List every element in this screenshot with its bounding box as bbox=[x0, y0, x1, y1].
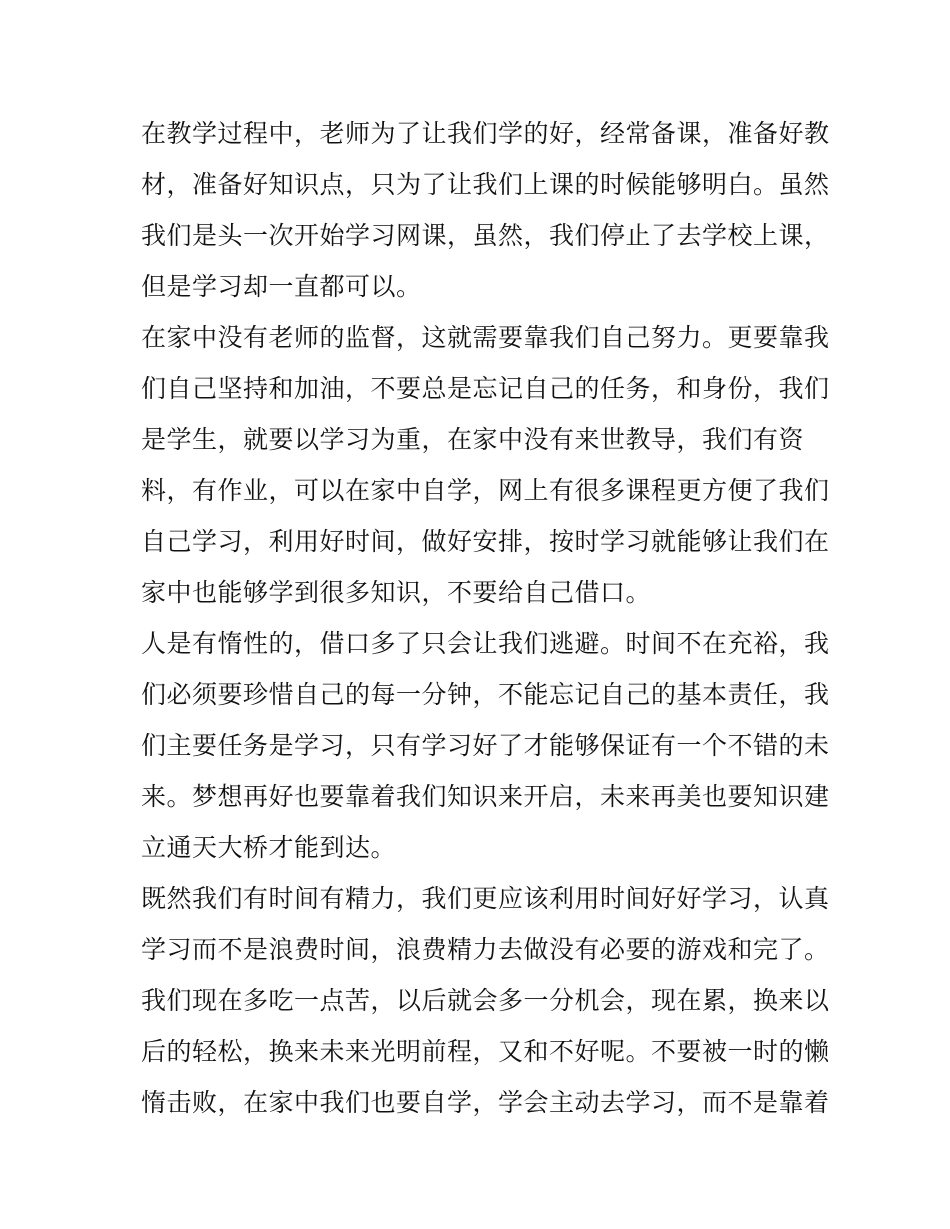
text-line: 立通天大桥才能到达。 bbox=[141, 833, 397, 862]
text-line: 们自己坚持和加油，不要总是忘记自己的任务，和身份，我们 bbox=[141, 374, 830, 403]
text-line: 在教学过程中，老师为了让我们学的好，经常备课，准备好教 bbox=[141, 119, 830, 148]
text-line: 在家中没有老师的监督，这就需要靠我们自己努力。更要靠我 bbox=[141, 323, 830, 352]
text-line: 人是有惰性的，借口多了只会让我们逃避。时间不在充裕，我 bbox=[141, 629, 830, 658]
text-line: 材，准备好知识点，只为了让我们上课的时候能够明白。虽然 bbox=[141, 170, 830, 199]
text-line: 来。梦想再好也要靠着我们知识来开启，未来再美也要知识建 bbox=[141, 782, 830, 811]
text-line: 们主要任务是学习，只有学习好了才能够保证有一个不错的未 bbox=[141, 731, 830, 760]
text-line: 后的轻松，换来未来光明前程，又和不好呢。不要被一时的懒 bbox=[141, 1037, 830, 1066]
text-line: 但是学习却一直都可以。 bbox=[141, 272, 422, 301]
text-line: 是学生，就要以学习为重，在家中没有来世教导，我们有资 bbox=[141, 425, 805, 454]
text-line: 我们是头一次开始学习网课，虽然，我们停止了去学校上课， bbox=[141, 221, 830, 250]
text-line: 家中也能够学到很多知识，不要给自己借口。 bbox=[141, 578, 652, 607]
text-line: 料，有作业，可以在家中自学，网上有很多课程更方便了我们 bbox=[141, 476, 830, 505]
text-line: 既然我们有时间有精力，我们更应该利用时间好好学习，认真 bbox=[141, 884, 830, 913]
body-text bbox=[141, 108, 830, 1128]
text-line: 们必须要珍惜自己的每一分钟，不能忘记自己的基本责任，我 bbox=[141, 680, 830, 709]
text-line: 学习而不是浪费时间，浪费精力去做没有必要的游戏和完了。 bbox=[141, 935, 830, 964]
text-line: 惰击败，在家中我们也要自学，学会主动去学习，而不是靠着 bbox=[141, 1088, 830, 1117]
text-line: 我们现在多吃一点苦，以后就会多一分机会，现在累，换来以 bbox=[141, 986, 830, 1015]
text-line: 自己学习，利用好时间，做好安排，按时学习就能够让我们在 bbox=[141, 527, 830, 556]
